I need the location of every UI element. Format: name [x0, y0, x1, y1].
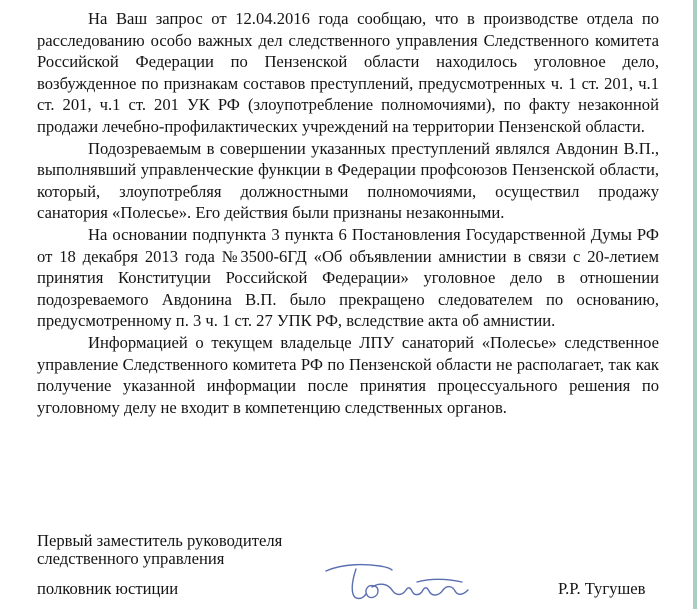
handwritten-signature — [322, 560, 472, 609]
paragraph-amnesty: На основании подпункта 3 пункта 6 Постановления Государственной Думы РФ от 18 декабря 2013 года №3500-6ГД «Об объявлении амнистии в связи с 20-летием принятия Конституции Российской Федерации» уголовное дело в отношении подозреваемого Авдонина В.П. было прекращено следователем по основанию, предусмотренному п. 3 ч. 1 ст. 27 УПК РФ, вследствие акта об амнистии. — [37, 224, 659, 331]
letter-body — [37, 8, 659, 418]
paragraph-owner-info: Информацией о текущем владельце ЛПУ санаторий «Полесье» следственное управление Следственного комитета РФ по Пензенской области не располагает, так как получение указанной информации после принятия процессуального решения по уголовному делу не входит в компетенцию следственных органов. — [37, 332, 659, 417]
signatory-title-line-1: Первый заместитель руководителя — [37, 531, 283, 550]
paragraph-suspect: Подозреваемым в совершении указанных преступлений являлся Авдонин В.П., выполнявший управленческие функции в Федерации профсоюзов Пензенской области, который, злоупотребляя должностными полномочиями, осуществил продажу санатория «Полесье». Его действия были признаны незаконными. — [37, 138, 659, 223]
paragraph-request-reply: На Ваш запрос от 12.04.2016 года сообщаю, что в производстве отдела по расследованию особо важных дел следственного управления Следственного комитета Российской Федерации по Пензенской области находилось уголовное дело, возбужденное по признакам составов преступлений, предусмотренных ч. 1 ст. 201, ч.1 ст. 201, ч.1 ст. 201 УК РФ (злоупотребление полномочиями), по факту незаконной продажи лечебно-профилактических учреждений на территории Пензенской области. — [37, 9, 659, 136]
signatory-title-line-2: следственного управления — [37, 549, 225, 568]
signatory-name: Р.Р. Тугушев — [558, 579, 646, 598]
signatory-rank: полковник юстиции — [37, 579, 179, 598]
page-edge-border — [693, 0, 697, 609]
